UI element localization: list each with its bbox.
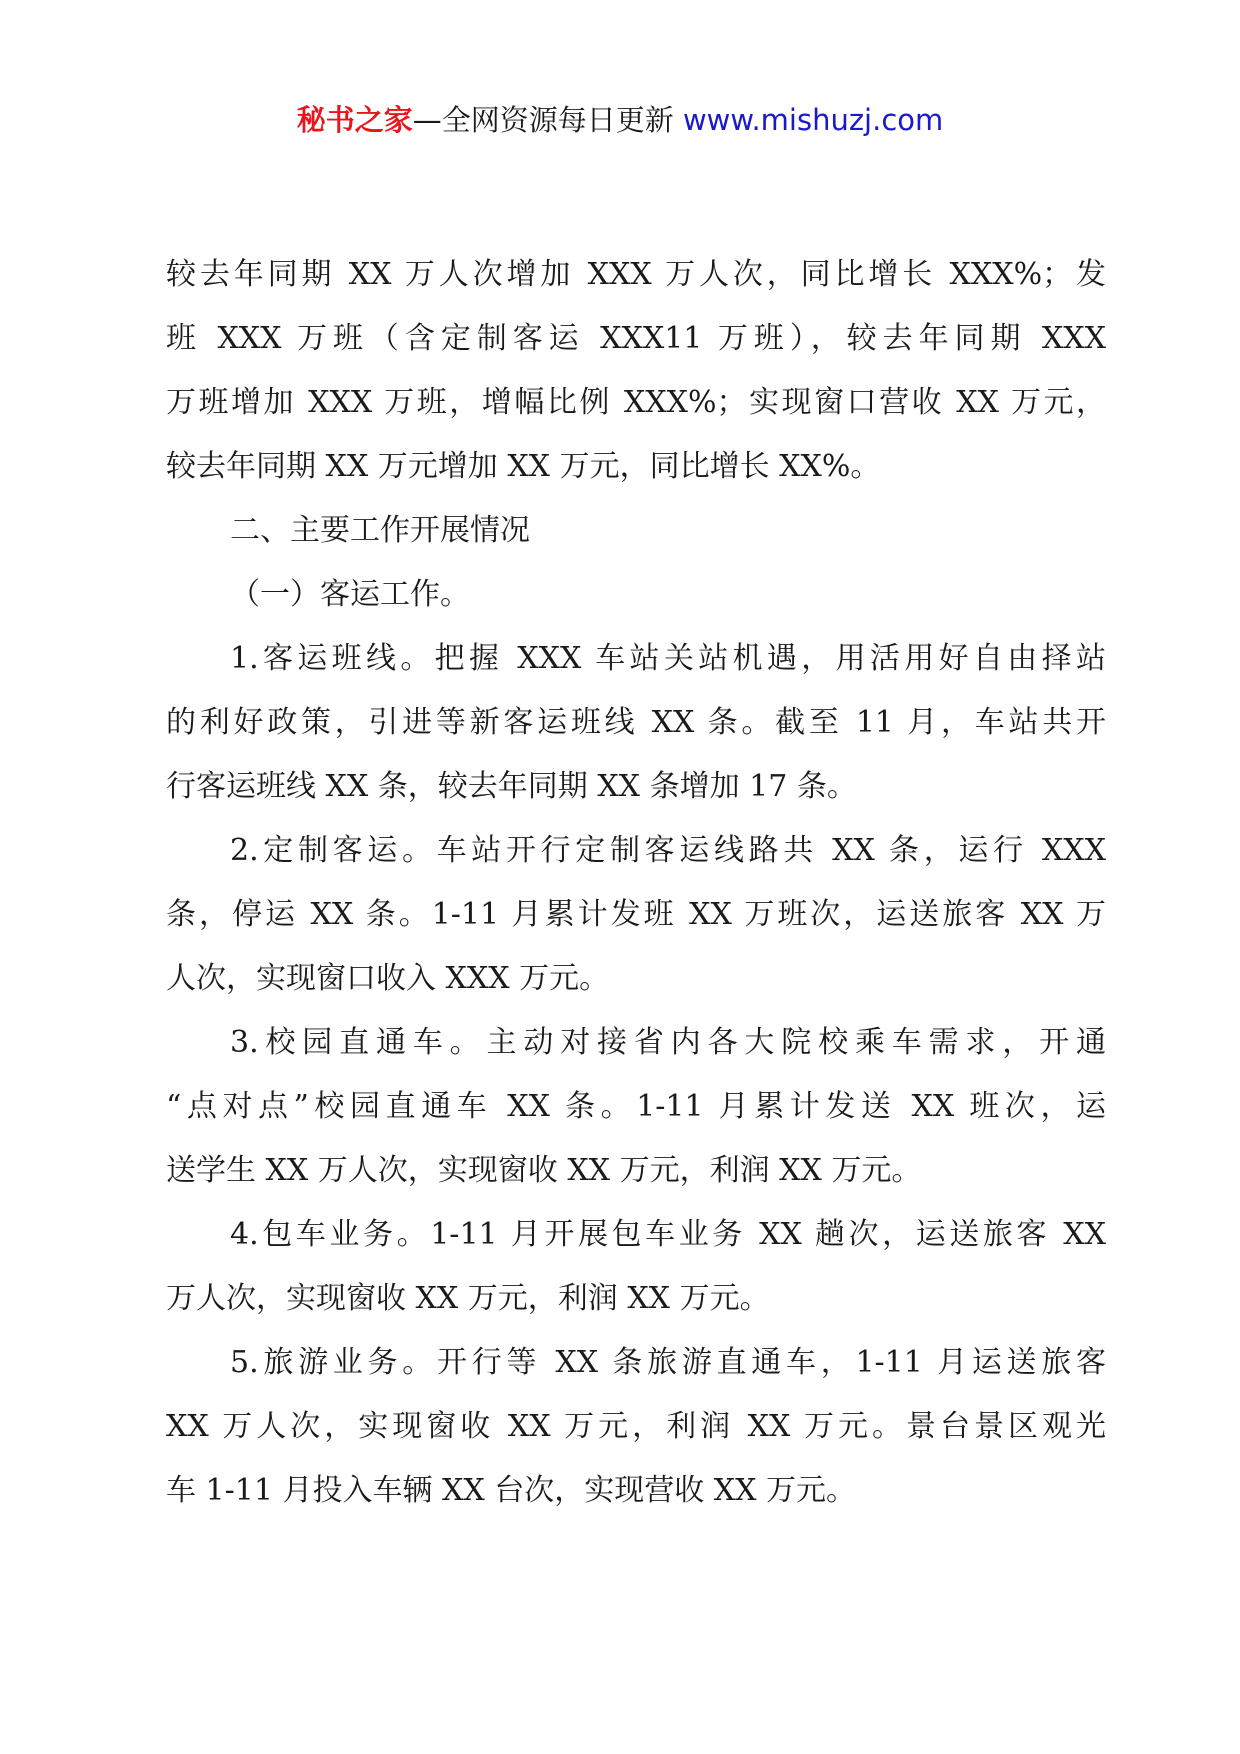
paragraph-line: 1.客运班线。把握 XXX 车站关站机遇，用活用好自由择站 (230, 641, 1106, 676)
paragraph-line: XX 万人次，实现窗收 XX 万元，利润 XX 万元。景台景区观光 (166, 1409, 1106, 1444)
paragraph-line: 万班增加 XXX 万班，增幅比例 XXX%；实现窗口营收 XX 万元， (166, 385, 1106, 420)
paragraph-line: “点对点”校园直通车 XX 条。1-11 月累计发送 XX 班次，运 (166, 1089, 1106, 1124)
paragraph-line: 万人次，实现窗收 XX 万元，利润 XX 万元。 (166, 1281, 770, 1316)
paragraph-line: 条，停运 XX 条。1-11 月累计发班 XX 万班次，运送旅客 XX 万 (166, 897, 1106, 932)
paragraph-line: 2.定制客运。车站开行定制客运线路共 XX 条，运行 XXX (230, 833, 1106, 868)
paragraph-line: 较去年同期 XX 万元增加 XX 万元，同比增长 XX%。 (166, 449, 881, 484)
paragraph-line: 班 XXX 万班（含定制客运 XXX11 万班），较去年同期 XXX (166, 321, 1106, 356)
header-tagline: —全网资源每日更新 (412, 103, 683, 137)
paragraph-line: 车 1-11 月投入车辆 XX 台次，实现营收 XX 万元。 (166, 1473, 857, 1508)
paragraph-line: 人次，实现窗口收入 XXX 万元。 (166, 961, 610, 996)
document-body (166, 243, 1106, 1523)
section-heading: 二、主要工作开展情况 (230, 513, 530, 548)
site-header (0, 100, 1240, 140)
paragraph-line: 的利好政策，引进等新客运班线 XX 条。截至 11 月，车站共开 (166, 705, 1106, 740)
paragraph-line: 5.旅游业务。开行等 XX 条旅游直通车，1-11 月运送旅客 (230, 1345, 1106, 1380)
paragraph-line: 行客运班线 XX 条，较去年同期 XX 条增加 17 条。 (166, 769, 857, 804)
brand-name: 秘书之家 (296, 103, 413, 137)
paragraph-line: 送学生 XX 万人次，实现窗收 XX 万元，利润 XX 万元。 (166, 1153, 922, 1188)
paragraph-line: 较去年同期 XX 万人次增加 XXX 万人次，同比增长 XXX%；发 (166, 257, 1106, 292)
site-url-link[interactable]: www.mishuzj.com (682, 103, 944, 137)
subsection-heading: （一）客运工作。 (230, 577, 470, 612)
paragraph-line: 4.包车业务。1-11 月开展包车业务 XX 趟次，运送旅客 XX (230, 1217, 1106, 1252)
paragraph-line: 3.校园直通车。主动对接省内各大院校乘车需求，开通 (230, 1025, 1106, 1060)
